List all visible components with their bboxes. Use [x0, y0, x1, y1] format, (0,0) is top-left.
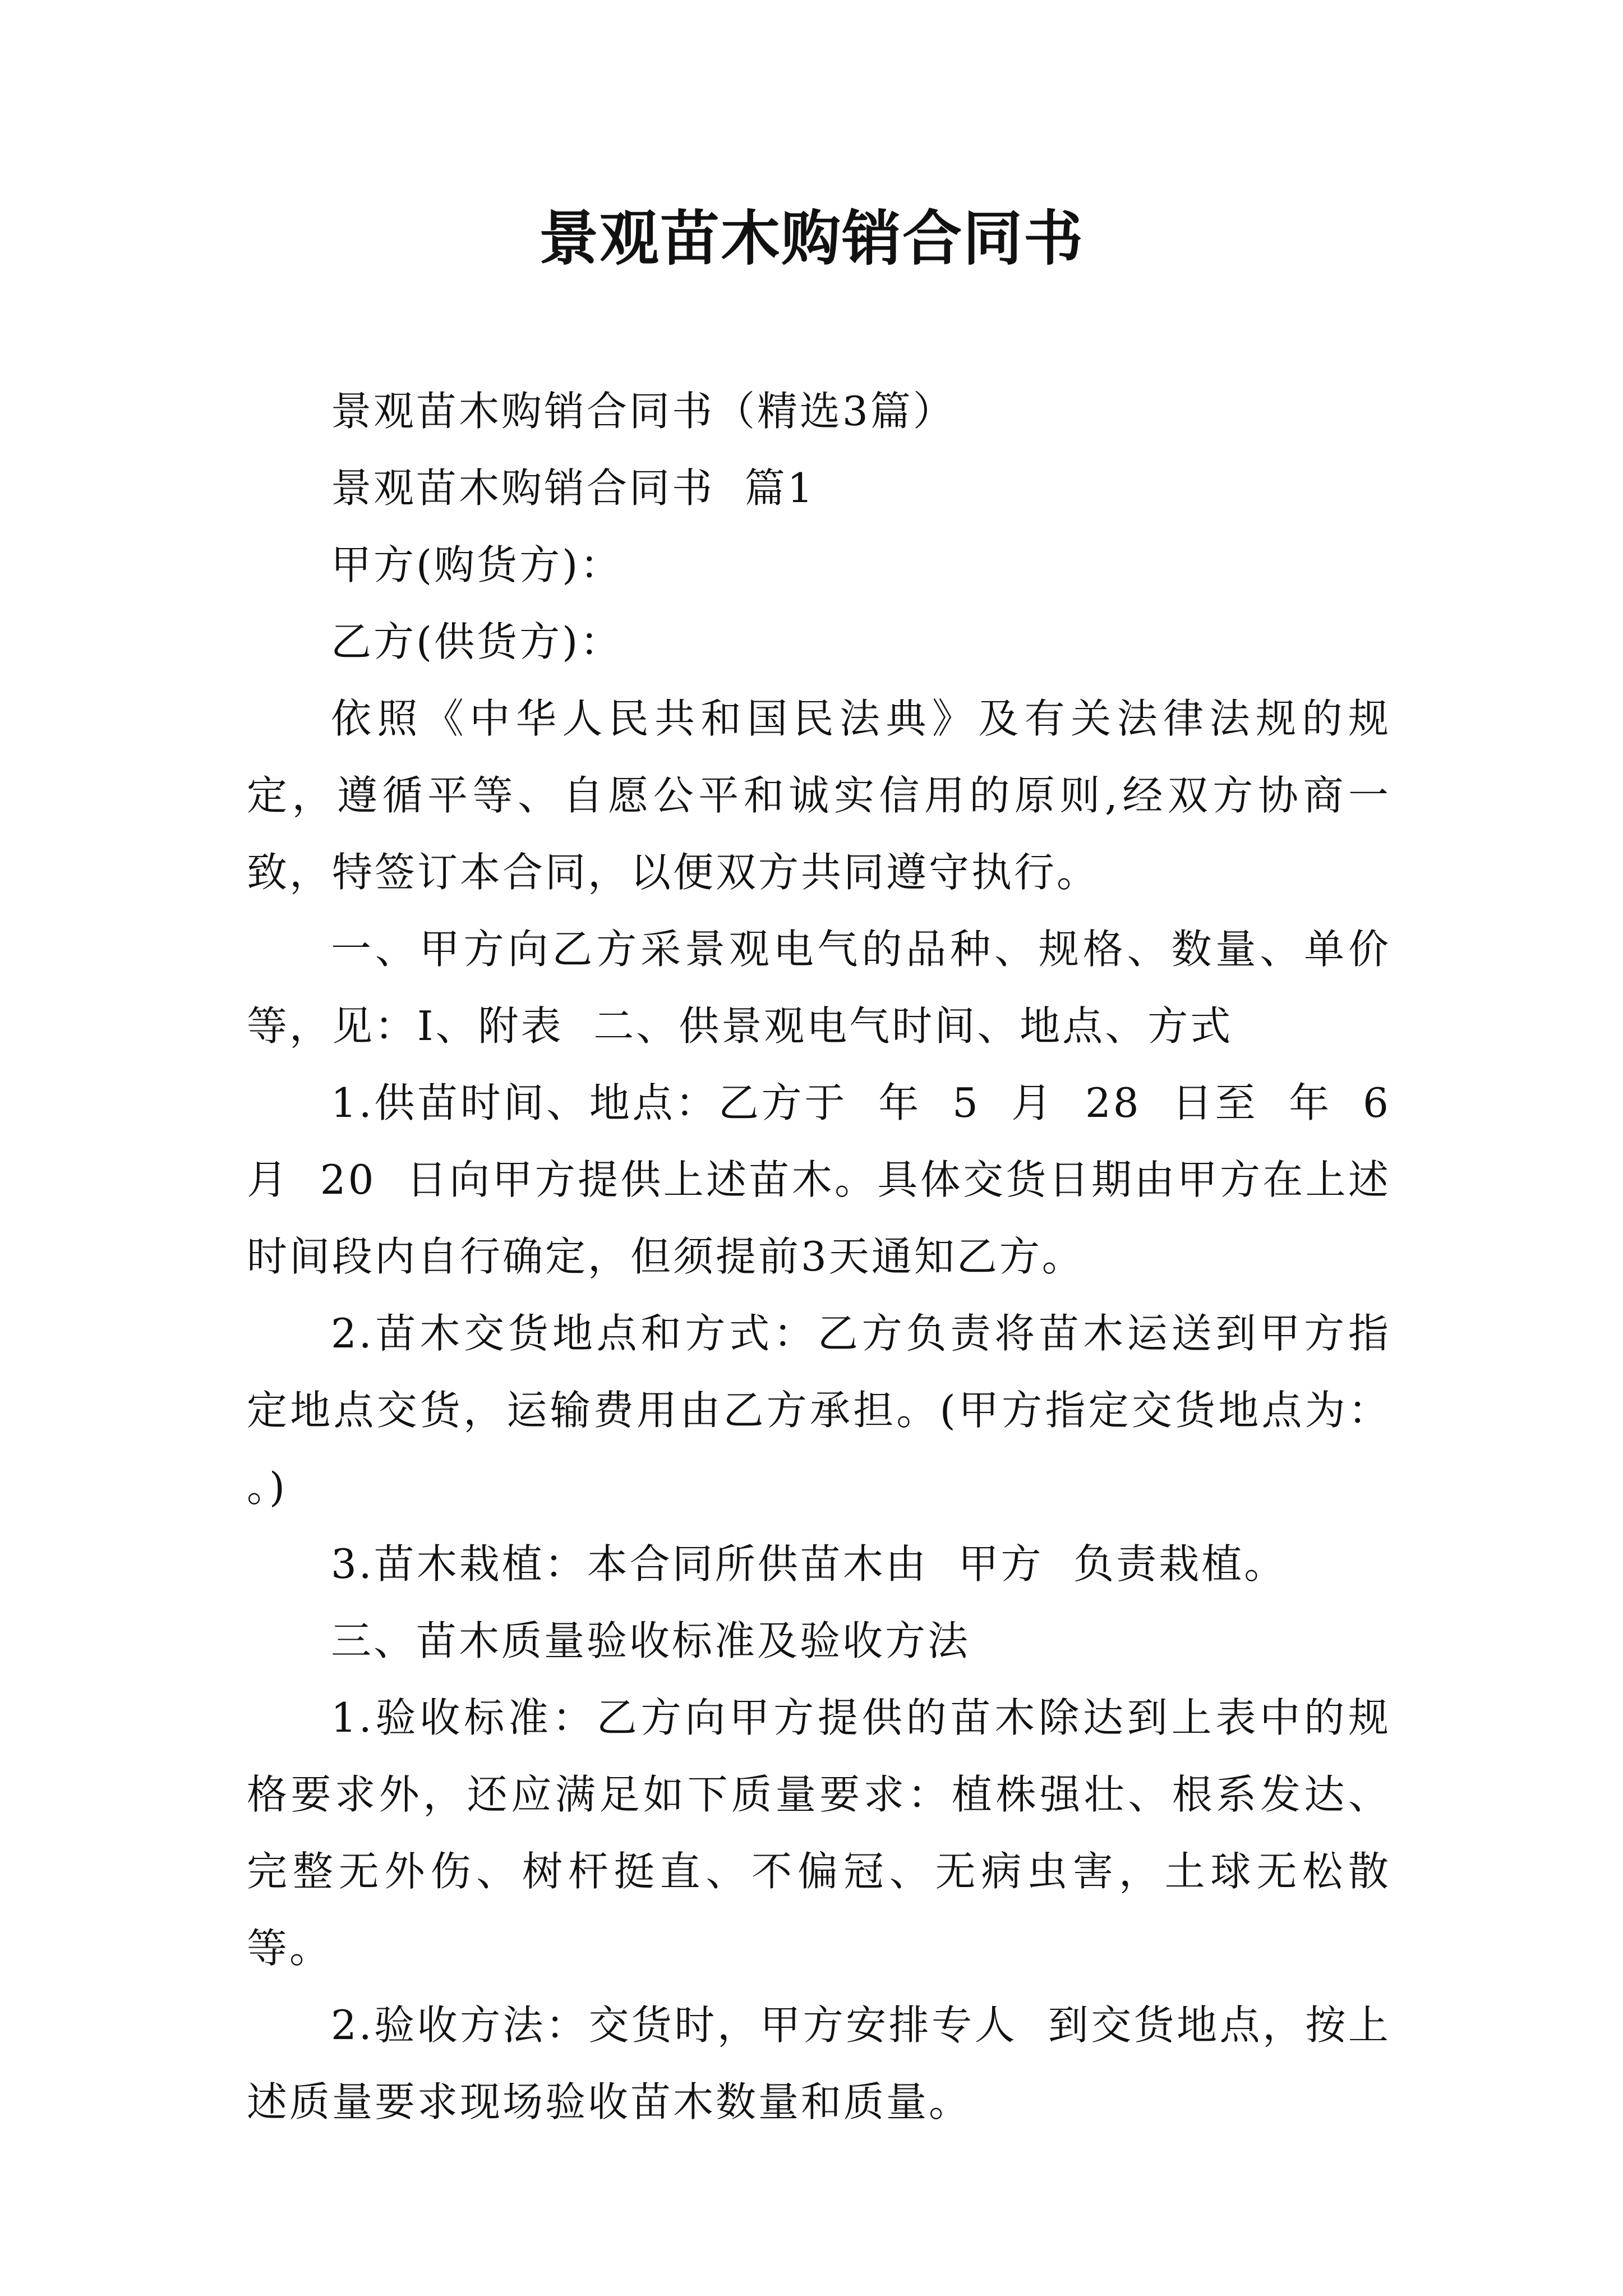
paragraph-clause-3: 三、苗木质量验收标准及验收方法 [331, 1617, 971, 1664]
paragraph-clause-1: 一、甲方向乙方采景观电气的品种、规格、数量、单价等，见：Ⅰ、附表 二、供景观电气时间、地点、方式 [247, 926, 1391, 1050]
paragraph-acceptance-standard: 1.验收标准：乙方向甲方提供的苗木除达到上表中的规格要求外，还应满足如下质量要求：植株强壮、根系发达、完整无外伤、树杆挺直、不偏冠、无病虫害，土球无松散等。 [247, 1694, 1391, 1972]
paragraph-delivery: 2.苗木交货地点和方式：乙方负责将苗木运送到甲方指定地点交货，运输费用由乙方承担。(甲方指定交货地点为： 。) [247, 1310, 1421, 1511]
paragraph-preamble: 依照《中华人民共和国民法典》及有关法律法规的规定，遵循平等、自愿公平和诚实信用的原则,经双方协商一致，特签订本合同，以便双方共同遵守执行。 [247, 695, 1391, 896]
document-title: 景观苗木购销合同书 [539, 203, 1084, 273]
paragraph-section-heading: 景观苗木购销合同书 篇1 [331, 464, 815, 512]
paragraph-acceptance-method: 2.验收方法：交货时，甲方安排专人 到交货地点，按上述质量要求现场验收苗木数量和质量。 [247, 2001, 1391, 2125]
paragraph-planting: 3.苗木栽植：本合同所供苗木由 甲方 负责栽植。 [331, 1540, 1287, 1588]
paragraph-supply-time: 1.供苗时间、地点：乙方于 年 5 月 28 日至 年 6 月 20 日向甲方提供上述苗木。具体交货日期由甲方在上述时间段内自行确定，但须提前3天通知乙方。 [247, 1079, 1421, 1280]
document-body [247, 373, 1421, 2141]
paragraph-subtitle: 景观苗木购销合同书（精选3篇） [331, 388, 956, 435]
paragraph-party-a: 甲方(购货方)： [331, 541, 623, 588]
paragraph-party-b: 乙方(供货方)： [331, 618, 623, 665]
